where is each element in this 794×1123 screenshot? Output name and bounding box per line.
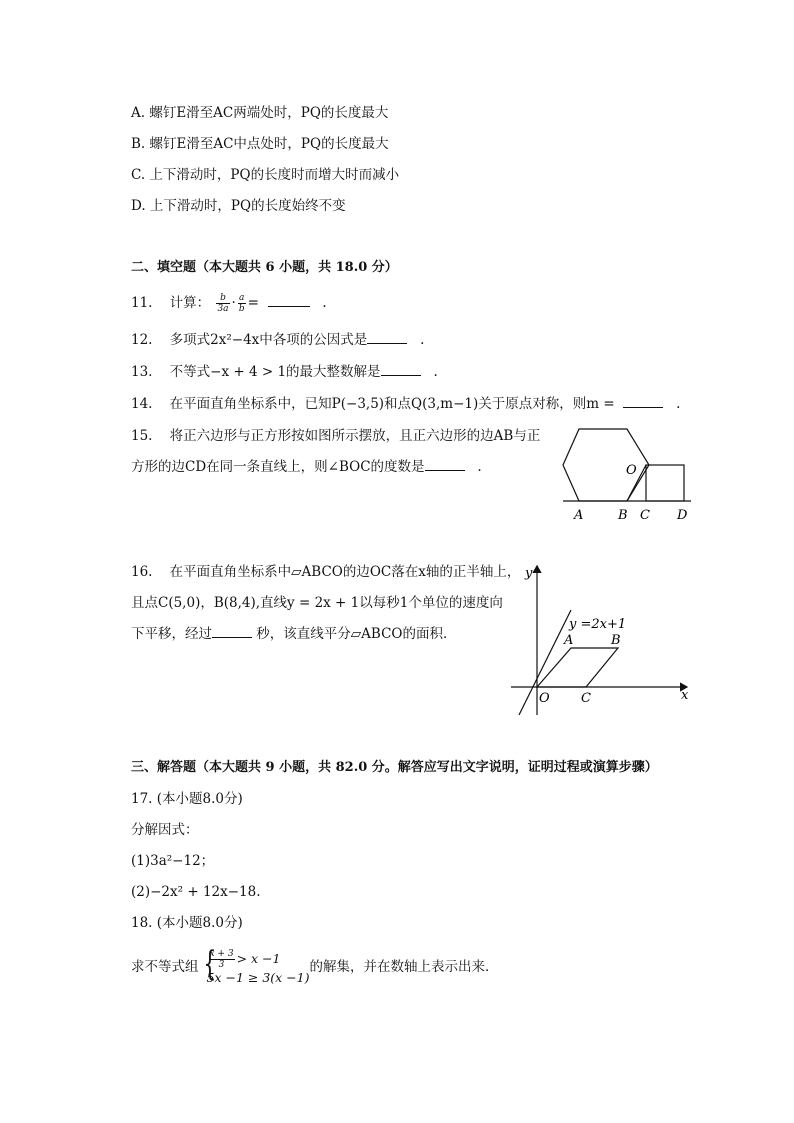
q15-line-2: 方形的边CD在同一条直线上，则∠BOC的度数是 (131, 459, 425, 475)
option-d: D. 上下滑动时，PQ的长度始终不变 (131, 198, 346, 214)
question-11 (131, 293, 327, 314)
figure-parallelogram-axes (505, 560, 695, 720)
label-b: B (618, 508, 628, 523)
q11-fraction-1: $\frac{b}{3a}$ (217, 293, 229, 314)
question-16-line-2 (131, 594, 503, 612)
label-c: C (581, 691, 591, 706)
q17-header: 17. (本小题8.0分) (131, 791, 243, 807)
question-16-line-3 (131, 625, 457, 643)
q11-number: 11. (131, 295, 153, 311)
q11-equals: = (247, 295, 259, 311)
question-13 (131, 363, 438, 381)
q14-text: 在平面直角坐标系中，已知P(−3,5)和点Q(3,m−1)关于原点对称，则m = (169, 396, 615, 412)
q11-answer-blank[interactable] (268, 294, 310, 307)
q13-answer-blank[interactable] (381, 363, 421, 376)
option-c: C. 上下滑动时，PQ的长度时而增大时而减小 (131, 167, 400, 183)
q11-dot: · (231, 295, 236, 311)
q18-inequality-2: 5x −1 ≥ 3(x −1) (206, 970, 310, 985)
q12-answer-blank[interactable] (367, 331, 407, 344)
q16-answer-blank[interactable] (212, 625, 252, 638)
q11-text: 计算： (169, 295, 211, 311)
q15-end: . (477, 459, 482, 475)
label-a: A (564, 633, 574, 648)
q18-inequality-system: { $\frac{x + 3}{3}$ > x −1 5x −1 ≥ 3(x −1) (202, 944, 310, 985)
label-o: O (539, 691, 550, 706)
q16-line-3b: 秒，该直线平分▱ABCO的面积． (256, 626, 457, 642)
label-x: x (681, 688, 689, 703)
q14-end: . (676, 396, 681, 412)
q17-part-1: (1)3a²−12； (131, 853, 215, 869)
option-b: B. 螺钉E滑至AC中点处时，PQ的长度最大 (131, 136, 389, 152)
label-d: D (677, 508, 688, 523)
q15-line-1: 将正六边形与正方形按如图所示摆放，且正六边形的边AB与正 (169, 428, 541, 444)
figure-hexagon-square (555, 425, 695, 525)
q12-end: . (420, 332, 425, 348)
label-a: A (574, 508, 584, 523)
q14-answer-blank[interactable] (623, 395, 663, 408)
question-16-line-1 (131, 563, 520, 581)
q18-tail: 的解集，并在数轴上表示出来． (309, 959, 499, 975)
q12-text: 多项式2x²−4x中各项的公因式是 (169, 332, 368, 348)
q15-number: 15. (131, 428, 153, 444)
q16-line-1: 在平面直角坐标系中▱ABCO的边OC落在x轴的正半轴上， (169, 564, 521, 580)
q12-number: 12. (131, 332, 153, 348)
q11-end: . (322, 295, 327, 311)
label-line-equation: y =2x+1 (569, 617, 627, 632)
q18-body (131, 944, 498, 990)
q18-prompt: 求不等式组 (131, 959, 199, 975)
q17-part-2: (2)−2x² + 12x−18. (131, 884, 261, 900)
option-a: A. 螺钉E滑至AC两端处时，PQ的长度最大 (131, 105, 389, 121)
q16-line-2: 且点C(5,0)，B(8,4),直线y = 2x + 1以每秒1个单位的速度向 (131, 595, 503, 611)
q18-header: 18. (本小题8.0分) (131, 915, 243, 931)
label-b: B (611, 633, 621, 648)
q13-number: 13. (131, 364, 153, 380)
label-y: y (525, 566, 533, 581)
question-15-line-1 (131, 427, 540, 445)
question-12 (131, 331, 424, 349)
question-14 (131, 395, 680, 413)
label-o: O (626, 463, 637, 478)
q16-number: 16. (131, 564, 153, 580)
q14-number: 14. (131, 396, 153, 412)
q11-fraction-2: $\frac{a}{b}$ (238, 293, 245, 314)
section-2-title: 二、填空题（本大题共 6 小题，共 18.0 分） (131, 260, 398, 275)
q13-end: . (433, 364, 438, 380)
q13-text: 不等式−x + 4 > 1的最大整数解是 (169, 364, 381, 380)
q18-inequality-1: $\frac{x + 3}{3}$ > x −1 (209, 949, 281, 970)
square (646, 465, 684, 501)
q16-line-3a: 下平移，经过 (131, 626, 212, 642)
label-c: C (640, 508, 650, 523)
q17-prompt: 分解因式： (131, 822, 199, 838)
section-3-title: 三、解答题（本大题共 9 小题，共 82.0 分。解答应写出文字说明，证明过程或演算步骤） (131, 760, 658, 775)
q15-answer-blank[interactable] (425, 458, 465, 471)
question-15-line-2 (131, 458, 482, 476)
